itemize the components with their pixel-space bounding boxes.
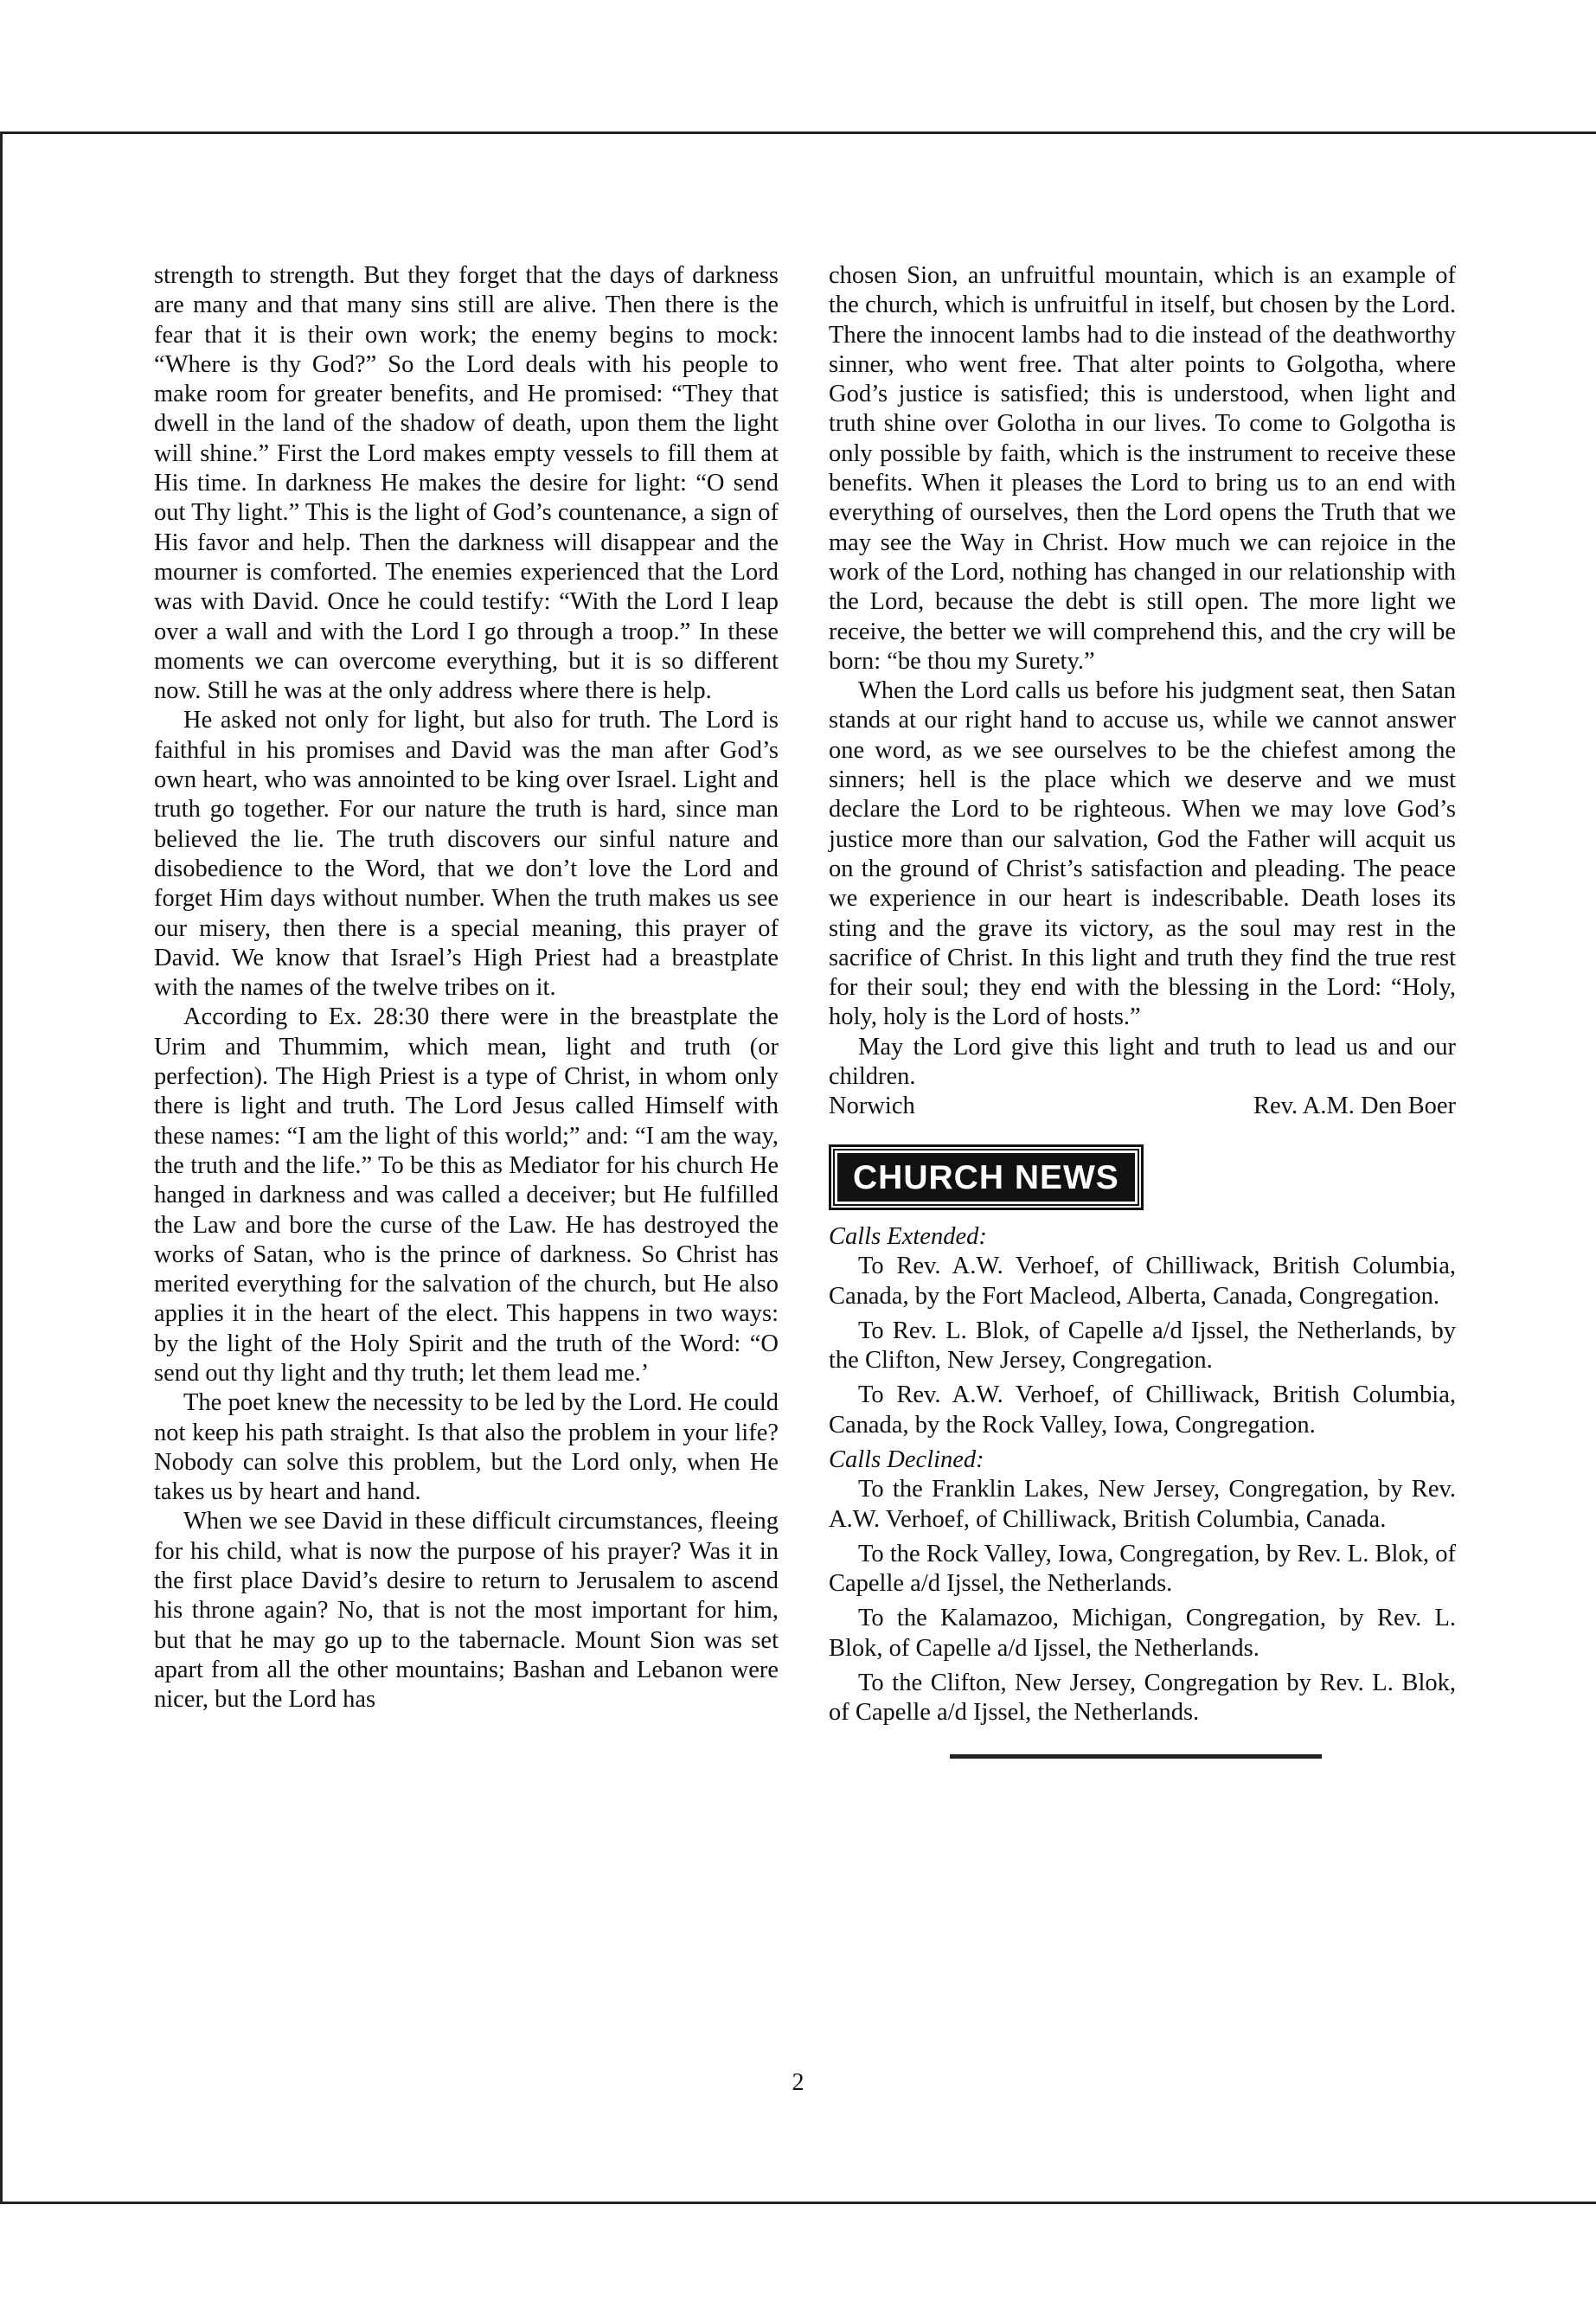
calls-declined-label: Calls Declined: <box>829 1445 984 1473</box>
right-paragraph: chosen Sion, an unfruitful mountain, which is an example of the church, which is unfruitful in itself, but chosen by the Lord. There the innocent lambs had to die instead of the deathworthy sinner, who went free. That alter points to Golgotha, where God’s justice is satisfied; this is understood, when light and truth shine over Golotha in our lives. To come to Golgotha is only possible by faith, which is the instrument to receive these benefits. When it pleases the Lord to bring us to an end with everything of ourselves, then the Lord opens the Truth that we may see the Way in Christ. How much we can rejoice in the work of the Lord, nothing has changed in our relationship with the Lord, because the debt is still open. The more light we receive, the better we will comprehend this, and the cry will be born: “be thou my Surety.” <box>829 262 1456 675</box>
left-paragraph: The poet knew the necessity to be led by the Lord. He could not keep his path straight. Is that also the problem in your life? Nobody can solve this problem, but the Lord only, when He takes us by heart and hand. <box>154 1389 779 1506</box>
right-paragraph: When the Lord calls us before his judgment seat, then Satan stands at our right hand to accuse us, while we cannot answer one word, as we see ourselves to be the chiefest among the sinners; hell is the place which we deserve and we must declare the Lord to be righteous. When we may love God’s justice more than our salvation, God the Father will acquit us on the ground of Christ’s satisfaction and pleading. The peace we experience in our heart is indescribable. Death loses its sting and the grave its victory, as the soul may rest in the sacrifice of Christ. In this light and truth they find the true rest for their soul; they end with the blessing in the Lord: “Holy, holy, holy is the Lord of hosts.” <box>829 677 1456 1031</box>
news-item: To Rev. A.W. Verhoef, of Chilliwack, British Columbia, Canada, by the Rock Valley, Iowa, Congregation. <box>829 1381 1456 1439</box>
section-end-rule <box>950 1754 1322 1759</box>
news-item: To the Franklin Lakes, New Jersey, Congregation, by Rev. A.W. Verhoef, of Chilliwack, British Columbia, Canada. <box>829 1476 1456 1533</box>
news-item: To Rev. L. Blok, of Capelle a/d Ijssel, the Netherlands, by the Clifton, New Jersey, Congregation. <box>829 1317 1456 1375</box>
article-signature <box>829 1092 1456 1121</box>
page-number: 2 <box>792 2069 804 2096</box>
calls-extended-label: Calls Extended: <box>829 1222 987 1250</box>
church-news-header <box>829 1144 1144 1210</box>
news-item: To the Rock Valley, Iowa, Congregation, by Rev. L. Blok, of Capelle a/d Ijssel, the Netherlands. <box>829 1540 1456 1598</box>
signature-place: Norwich <box>829 1093 915 1120</box>
right-paragraph: May the Lord give this light and truth to lead us and our children. <box>829 1033 1456 1091</box>
left-paragraph: strength to strength. But they forget that the days of darkness are many and that many sins still are alive. Then there is the fear that it is their own work; the enemy begins to mock: “Where is thy God?” So the Lord deals with his people to make room for greater benefits, and He promised: “They that dwell in the land of the shadow of death, upon them the light will shine.” First the Lord makes empty vessels to fill them at His time. In darkness He makes the desire for light: “O send out Thy light.” This is the light of God’s countenance, a sign of His favor and help. Then the darkness will disappear and the mourner is comforted. The enemies experienced that the Lord was with David. Once he could testify: “With the Lord I leap over a wall and with the Lord I go through a troop.” In these moments we can overcome everything, but it is so different now. Still he was at the only address where there is help. <box>154 262 779 705</box>
top-border-rule <box>0 131 1596 134</box>
news-item: To Rev. A.W. Verhoef, of Chilliwack, British Columbia, Canada, by the Fort Macleod, Alberta, Canada, Congregation. <box>829 1253 1456 1310</box>
bottom-border-rule <box>0 2202 1596 2204</box>
news-item: To the Kalamazoo, Michigan, Congregation, by Rev. L. Blok, of Capelle a/d Ijssel, the Netherlands. <box>829 1605 1456 1662</box>
left-paragraph: According to Ex. 28:30 there were in the breastplate the Urim and Thummim, which mean, light and truth (or perfection). The High Priest is a type of Christ, in whom only there is light and truth. The Lord Jesus called Himself with these names: “I am the light of this world;” and: “I am the way, the truth and the life.” To be this as Mediator for his church He hanged in darkness and was called a deceiver; but He fulfilled the Law and bore the curse of the Law. He has destroyed the works of Satan, who is the prince of darkness. So Christ has merited everything for the salvation of the church, but He also applies it in the heart of the elect. This happens in two ways: by the light of the Holy Spirit and the truth of the Word: “O send out thy light and thy truth; let them lead me.’ <box>154 1003 779 1387</box>
news-item: To the Clifton, New Jersey, Congregation by Rev. L. Blok, of Capelle a/d Ijssel, the Netherlands. <box>829 1670 1456 1727</box>
right-column <box>829 261 1456 1759</box>
left-paragraph: When we see David in these difficult circumstances, fleeing for his child, what is now the purpose of his prayer? Was it in the first place David’s desire to return to Jerusalem to ascend his throne again? No, that is not the most important for him, but that he may go up to the tabernacle. Mount Sion was set apart from all the other mountains; Bashan and Lebanon were nicer, but the Lord has <box>154 1508 779 1714</box>
left-column <box>154 261 779 1715</box>
left-border-rule <box>0 131 3 2203</box>
signature-name: Rev. A.M. Den Boer <box>1253 1093 1456 1120</box>
church-news-title: CHURCH NEWS <box>835 1150 1138 1204</box>
left-paragraph: He asked not only for light, but also for truth. The Lord is faithful in his promises and David was the man after God’s own heart, who was annointed to be king over Israel. Light and truth go together. For our nature the truth is hard, since man believed the lie. The truth discovers our sinful nature and disobedience to the Word, that we don’t love the Lord and forget Him days without number. When the truth makes us see our misery, then there is a special meaning, this prayer of David. We know that Israel’s High Priest had a breastplate with the names of the twelve tribes on it. <box>154 707 779 1002</box>
